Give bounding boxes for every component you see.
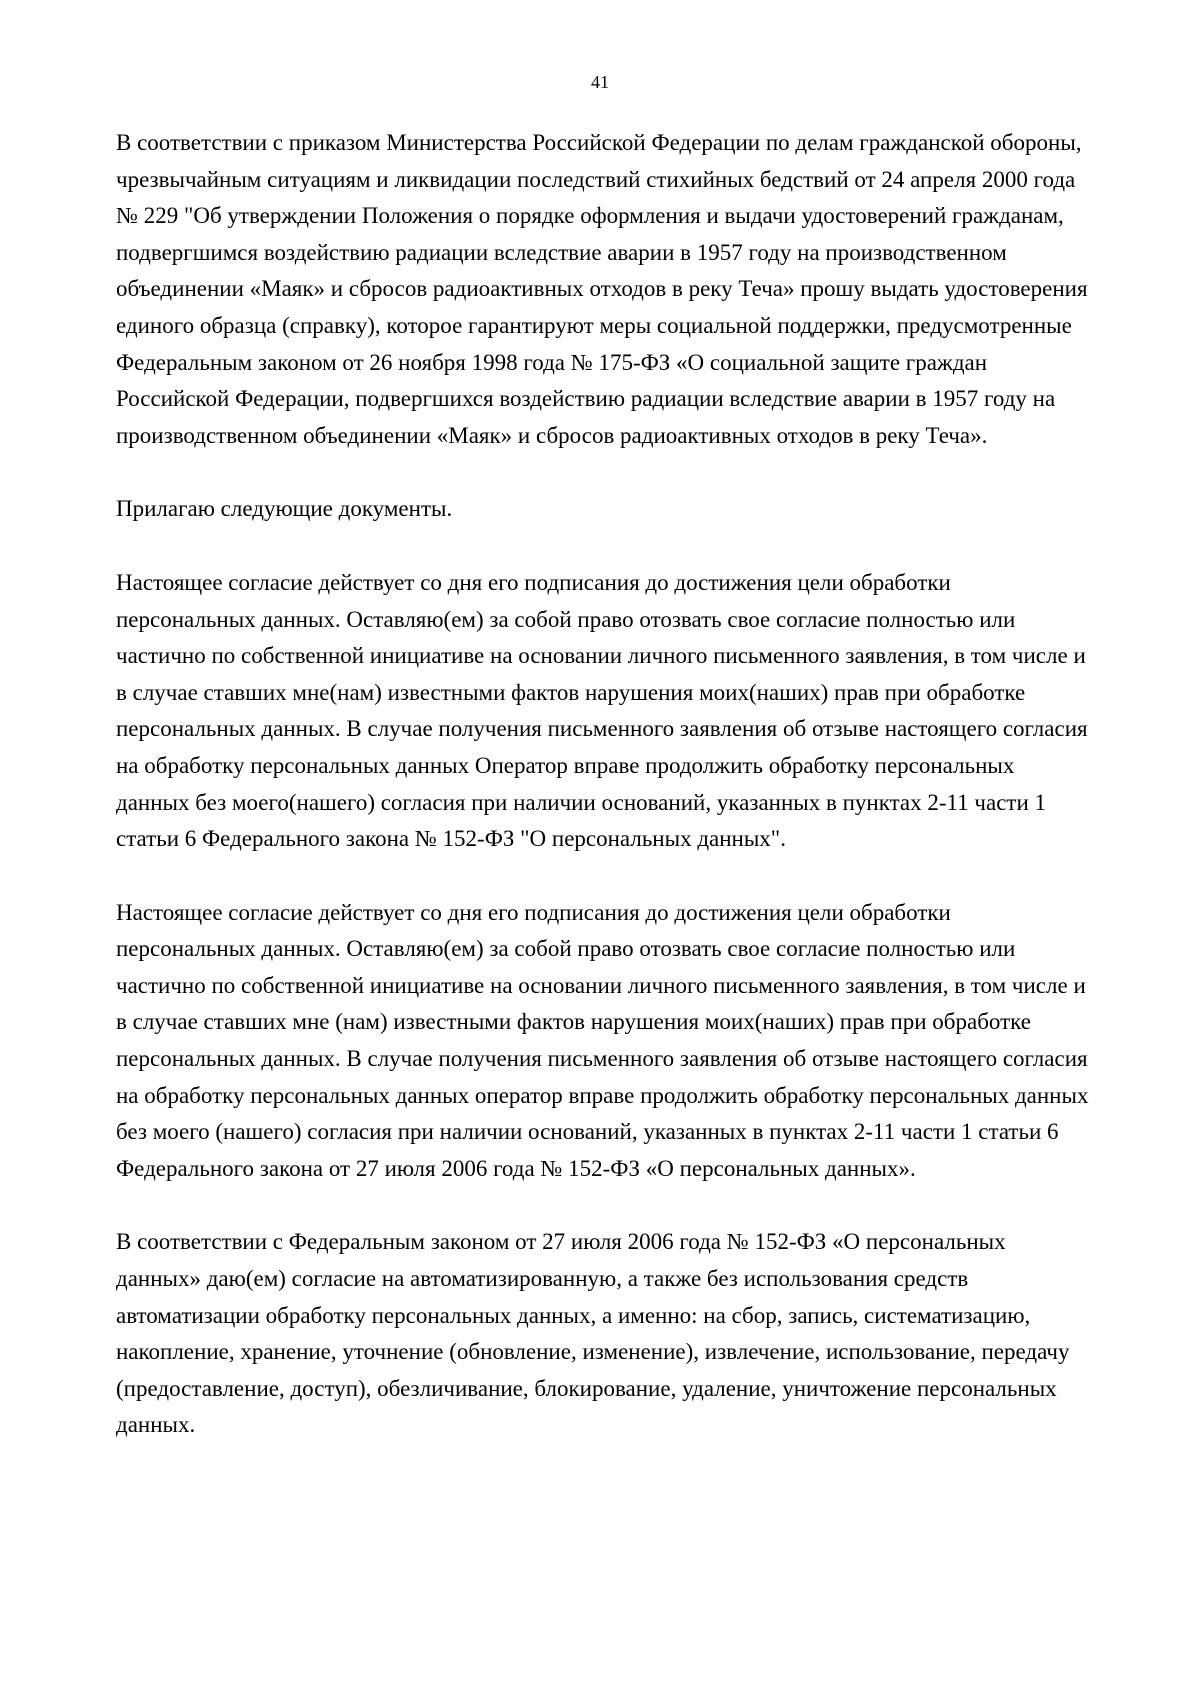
text-line: в случае ставших мне (нам) известными фактов нарушения моих(наших) прав при обработке <box>116 1009 1031 1035</box>
text-line: персональных данных. Оставляю(ем) за собой право отозвать свое согласие полностью или <box>116 936 1016 962</box>
paragraph-consent-period-1 <box>116 565 1156 858</box>
paragraph-attachments <box>116 491 1156 528</box>
text-line: Федерального закона от 27 июля 2006 года № 152-ФЗ «О персональных данных». <box>116 1155 916 1181</box>
text-line: данных. <box>116 1412 196 1438</box>
text-line: без моего (нашего) согласия при наличии оснований, указанных в пунктах 2-11 части 1 статьи 6 <box>116 1119 1059 1145</box>
text-line: Прилагаю следующие документы. <box>116 496 453 522</box>
text-line: Настоящее согласие действует со дня его подписания до достижения цели обработки <box>116 899 951 925</box>
text-line: № 229 "Об утверждении Положения о порядке оформления и выдачи удостоверений гражданам, <box>116 203 1064 229</box>
text-line: на обработку персональных данных оператор вправе продолжить обработку персональных данных <box>116 1082 1089 1108</box>
document-body <box>116 125 1156 1481</box>
text-line: персональных данных. Оставляю(ем) за собой право отозвать свое согласие полностью или <box>116 606 1016 632</box>
paragraph-consent-period-2 <box>116 895 1156 1188</box>
text-line: Российской Федерации, подвергшихся воздействию радиации вследствие аварии в 1957 году на <box>116 386 1056 412</box>
text-line: Настоящее согласие действует со дня его подписания до достижения цели обработки <box>116 569 951 595</box>
text-line: (предоставление, доступ), обезличивание, блокирование, удаление, уничтожение персональных <box>116 1375 1057 1401</box>
text-line: единого образца (справку), которое гарантируют меры социальной поддержки, предусмотренные <box>116 312 1072 338</box>
page-number: 41 <box>591 72 609 92</box>
text-line: чрезвычайным ситуациям и ликвидации последствий стихийных бедствий от 24 апреля 2000 года <box>116 166 1076 192</box>
text-line: данных без моего(нашего) согласия при наличии оснований, указанных в пунктах 2-11 части 1 <box>116 789 1047 815</box>
text-line: статьи 6 Федерального закона № 152-ФЗ "О персональных данных". <box>116 826 786 852</box>
text-line: производственном объединении «Маяк» и сбросов радиоактивных отходов в реку Теча». <box>116 422 988 448</box>
text-line: накопление, хранение, уточнение (обновление, изменение), извлечение, использование, передачу <box>116 1339 1070 1365</box>
text-line: частично по собственной инициативе на основании личного письменного заявления, в том числе и <box>116 643 1086 669</box>
text-line: В соответствии с приказом Министерства Российской Федерации по делам гражданской обороны, <box>116 130 1082 155</box>
text-line: данных» даю(ем) согласие на автоматизированную, а также без использования средств <box>116 1266 969 1292</box>
text-line: на обработку персональных данных Оператор вправе продолжить обработку персональных <box>116 752 1015 778</box>
paragraph-processing-consent <box>116 1224 1156 1444</box>
text-line: в случае ставших мне(нам) известными фактов нарушения моих(наших) прав при обработке <box>116 679 1026 705</box>
text-line: В соответствии с Федеральным законом от 27 июля 2006 года № 152-ФЗ «О персональных <box>116 1229 1006 1255</box>
paragraph-request <box>116 125 1156 454</box>
text-line: частично по собственной инициативе на основании личного письменного заявления, в том числе и <box>116 972 1086 998</box>
text-line: подвергшимся воздействию радиации вследствие аварии в 1957 году на производственном <box>116 239 1007 265</box>
text-line: объединении «Маяк» и сбросов радиоактивных отходов в реку Теча» прошу выдать удостоверения <box>116 276 1088 302</box>
text-line: Федеральным законом от 26 ноября 1998 года № 175-ФЗ «О социальной защите граждан <box>116 349 988 375</box>
text-line: персональных данных. В случае получения письменного заявления об отзыве настоящего согласия <box>116 1046 1088 1072</box>
text-line: персональных данных. В случае получения письменного заявления об отзыве настоящего согласия <box>116 716 1088 742</box>
text-line: автоматизации обработку персональных данных, а именно: на сбор, запись, систематизацию, <box>116 1302 1031 1328</box>
